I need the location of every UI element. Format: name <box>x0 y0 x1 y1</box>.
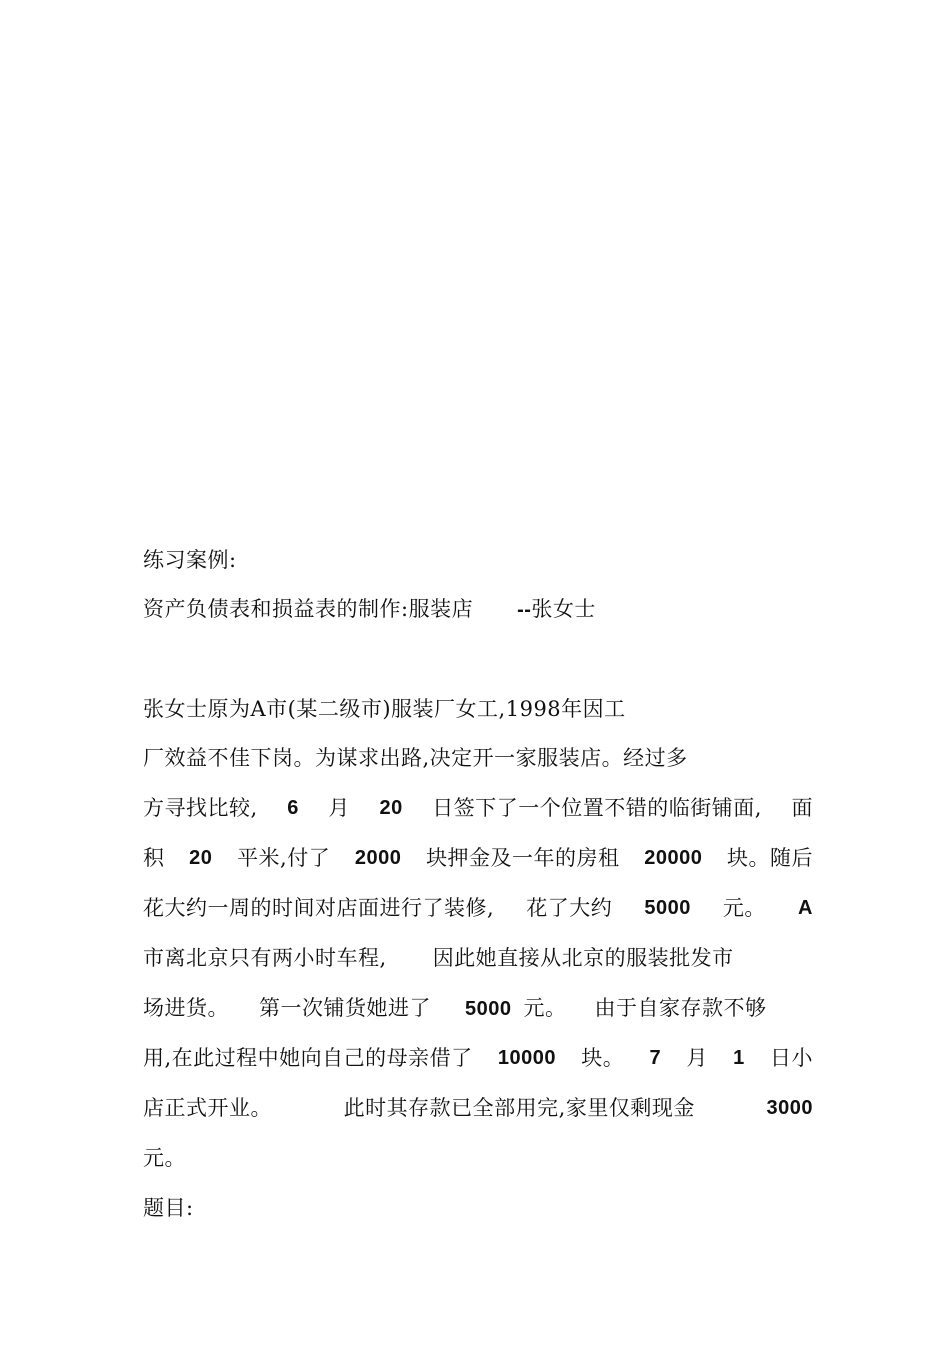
text-run: 日小 <box>769 1046 813 1070</box>
text-run: 块押金及一年的房租 <box>426 846 620 870</box>
section-label: 练习案例: <box>143 548 237 572</box>
number: 1 <box>733 1047 745 1069</box>
number: 2000 <box>354 847 402 869</box>
paragraph-line: 厂效益不佳下岗。为谋求出路,决定开一家服装店。经过多 <box>143 746 688 770</box>
paragraph-line <box>143 891 813 925</box>
paragraph-line <box>143 791 813 825</box>
text-run: 用,在此过程中她向自己的母亲借了 <box>143 1046 473 1070</box>
paragraph-line: 张女士原为A市(某二级市)服装厂女工,1998年因工 <box>143 697 626 721</box>
text-run: 花大约一周的时间对店面进行了装修, <box>143 896 495 920</box>
text-run: 块。 <box>581 1046 625 1070</box>
text-run: 由于自家存款不够 <box>594 996 767 1020</box>
number: 6 <box>287 797 299 819</box>
text-run: 场进货。 <box>143 996 229 1020</box>
text-run: 市离北京只有两小时车程, <box>143 946 387 970</box>
text-run: 元。 <box>722 896 766 920</box>
number: 20000 <box>644 847 703 869</box>
subtitle-main: 资产负债表和损益表的制作:服装店 <box>143 597 474 621</box>
text-run: 面 <box>791 796 813 820</box>
subtitle <box>143 592 813 626</box>
text-run: 店正式开业。 <box>143 1096 272 1120</box>
subtitle-author: 张女士 <box>531 597 596 621</box>
paragraph-line <box>143 991 813 1025</box>
text-run: 月 <box>328 796 350 820</box>
text-run: 花了大约 <box>526 896 613 920</box>
paragraph-line <box>143 841 813 875</box>
text-run: 元。 <box>523 996 567 1020</box>
number: 20 <box>189 847 213 869</box>
text-run: 月 <box>686 1046 708 1070</box>
paragraph-line <box>143 1091 813 1125</box>
text-run: 块。随后 <box>727 846 813 870</box>
text-run: 方寻找比较, <box>143 796 258 820</box>
text-run: 日签下了一个位置不错的临街铺面, <box>432 796 762 820</box>
paragraph-line <box>143 1041 813 1075</box>
number: 7 <box>649 1047 662 1069</box>
number: 5000 <box>465 998 512 1020</box>
text-run: 因此她直接从北京的服装批发市 <box>432 946 734 970</box>
text-run: A <box>798 897 813 919</box>
text-run: 平米,付了 <box>237 846 331 870</box>
text-run: 积 <box>143 846 165 870</box>
subtitle-dash: -- <box>517 599 532 621</box>
text-run: 第一次铺货她进了 <box>259 996 431 1020</box>
number: 5000 <box>644 897 691 919</box>
question-label: 题目: <box>143 1196 194 1220</box>
paragraph-line <box>143 941 813 975</box>
paragraph-line: 元。 <box>143 1146 186 1170</box>
number: 20 <box>379 797 403 819</box>
number: 3000 <box>766 1097 813 1119</box>
number: 10000 <box>497 1047 557 1069</box>
text-run: 此时其存款已全部用完,家里仅剩现金 <box>343 1096 695 1120</box>
